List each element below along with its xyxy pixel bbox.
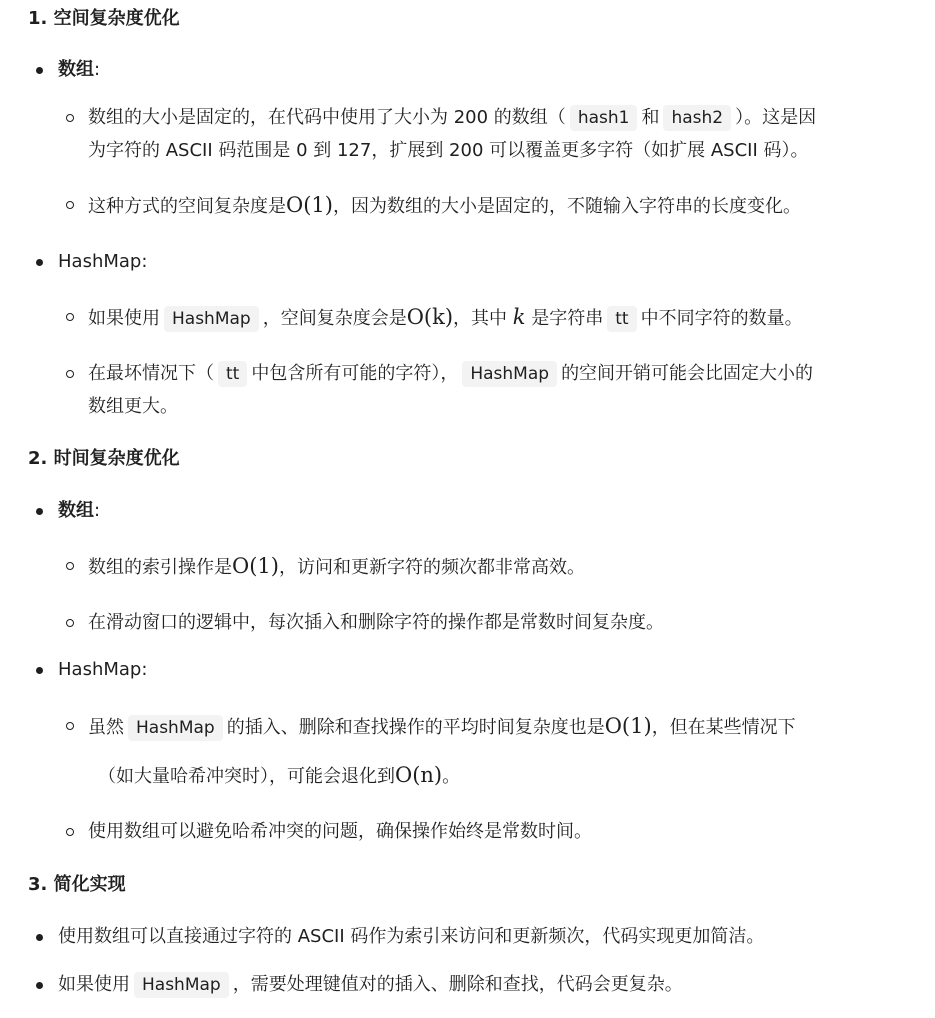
inline-code: hash1: [570, 105, 638, 131]
item-label: 数组: [58, 59, 94, 80]
section-1-heading: 1. 空间复杂度优化: [28, 8, 180, 29]
math-expression: O(1): [232, 554, 279, 578]
inline-code: HashMap: [164, 306, 259, 332]
paragraph-continuation: 数组更大。: [88, 396, 178, 417]
inline-code: hash2: [663, 105, 731, 131]
inline-code: tt: [607, 306, 636, 332]
circle-bullet-icon: [66, 828, 74, 836]
paragraph-continuation: （如大量哈希冲突时），可能会退化到O(n)。: [98, 763, 461, 787]
inline-code: HashMap: [134, 972, 229, 998]
section-2-heading: 2. 时间复杂度优化: [28, 448, 180, 469]
inline-code: tt: [218, 361, 247, 387]
math-expression: O(n): [395, 763, 443, 787]
circle-bullet-icon: [66, 619, 74, 627]
circle-bullet-icon: [66, 114, 74, 122]
circle-bullet-icon: [66, 313, 74, 321]
math-expression: O(1): [604, 714, 652, 738]
inline-code: HashMap: [462, 361, 557, 387]
circle-bullet-icon: [66, 370, 74, 378]
math-expression: O(k): [406, 305, 454, 329]
item-label: HashMap: [58, 251, 142, 272]
math-expression: O(1): [286, 193, 333, 217]
bullet-icon: [36, 508, 43, 515]
paragraph-continuation: 为字符的 ASCII 码范围是 0 到 127，扩展到 200 可以覆盖更多字符（如扩展 ASCII 码）。: [88, 140, 809, 161]
item-label: 数组: [58, 500, 94, 521]
inline-code: HashMap: [128, 715, 223, 741]
bullet-icon: [36, 259, 43, 266]
bullet-icon: [36, 667, 43, 674]
bullet-icon: [36, 67, 43, 74]
circle-bullet-icon: [66, 722, 74, 730]
circle-bullet-icon: [66, 201, 74, 209]
circle-bullet-icon: [66, 562, 74, 570]
bullet-icon: [36, 934, 43, 941]
section-3-heading: 3. 简化实现: [28, 874, 126, 895]
math-variable: k: [512, 305, 526, 329]
bullet-icon: [36, 982, 43, 989]
item-label: HashMap: [58, 659, 142, 680]
